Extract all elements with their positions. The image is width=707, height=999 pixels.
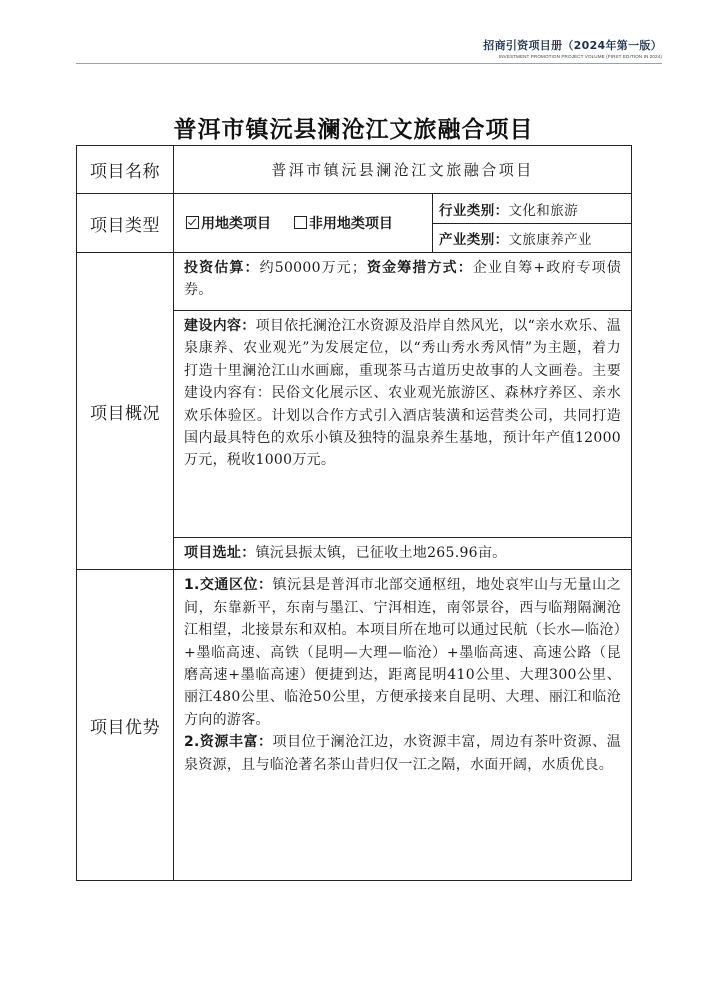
- type-option-non-land[interactable]: [294, 216, 393, 232]
- funding-text: 企业自筹+政府专项债券。: [184, 260, 622, 299]
- investment-label: 投资估算：: [184, 260, 260, 276]
- advantage-cell: [174, 570, 632, 881]
- investment-cell: [174, 253, 632, 311]
- sector-category: [433, 224, 632, 253]
- advantage-label: 项目优势: [77, 570, 174, 881]
- industry-category: [433, 194, 632, 224]
- type-option-land[interactable]: [186, 216, 271, 232]
- project-type-label: 项目类型: [77, 194, 174, 253]
- type-option-land-label: 用地类项目: [201, 216, 271, 232]
- row-project-type: [77, 194, 632, 224]
- header-divider: [76, 63, 662, 64]
- traffic-text: 镇沅县是普洱市北部交通枢纽，地处哀牢山与无量山之间，东靠新平，东南与墨江、宁洱相连，南邻景谷，西与临翔隔澜沧江相望，北接景东和双柏。本项目所在地可以通过民航（长水—临沧）+墨临高速、高铁（昆明—大理—临沧）+墨临高速、高速公路（昆磨高速+墨临高速）便捷到达，距离昆明410公里、大理300公里、丽江480公里、临沧50公里，方便承接来自昆明、大理、丽江和临沧方向的游客。: [184, 577, 622, 728]
- traffic-label: 1.交通区位：: [184, 577, 273, 594]
- site-text: 镇沅县振太镇，已征收土地265.96亩。: [255, 545, 507, 561]
- industry-value: 文化和旅游: [508, 202, 578, 219]
- row-project-name: [77, 146, 632, 194]
- sector-value: 文旅康养产业: [508, 232, 592, 248]
- booklet-subtitle-en: INVESTMENT PROMOTION PROJECT VOLUME (FIRST EDITION IN 2024): [498, 54, 662, 59]
- construction-label: 建设内容：: [184, 318, 256, 334]
- row-advantage: [77, 570, 632, 881]
- project-name-label: 项目名称: [77, 146, 174, 194]
- investment-text: 约50000万元；: [259, 260, 367, 276]
- funding-label: 资金筹措方式：: [366, 260, 473, 276]
- booklet-title: 招商引资项目册（2024年第一版）: [483, 39, 662, 52]
- checked-box-icon: [186, 216, 199, 229]
- overview-label: 项目概况: [77, 253, 174, 570]
- page-title: 普洱市镇沅县澜沧江文旅融合项目: [173, 116, 534, 143]
- project-info-table: [76, 145, 632, 881]
- project-name-value: 普洱市镇沅县澜沧江文旅融合项目: [174, 146, 632, 194]
- unchecked-box-icon: [294, 216, 307, 229]
- resource-label: 2.资源丰富：: [184, 734, 273, 751]
- project-type-options: [174, 194, 433, 253]
- site-label: 项目选址：: [184, 545, 256, 561]
- construction-text: 项目依托澜沧江水资源及沿岸自然风光，以“亲水欢乐、温泉康养、农业观光”为发展定位，以“秀山秀水秀风情”为主题，着力打造十里澜沧江山水画廊，重现茶马古道历史故事的人文画卷。主要建设内容有：民俗文化展示区、农业观光旅游区、森林疗养区、亲水欢乐体验区。计划以合作方式引入酒店装潢和运营类公司，共同打造国内最具特色的欢乐小镇及独特的温泉养生基地，预计年产值12000万元，税收1000万元。: [184, 318, 622, 469]
- type-option-non-land-label: 非用地类项目: [308, 216, 393, 232]
- resource-paragraph: [184, 731, 621, 776]
- industry-label: 行业类别：: [439, 202, 509, 219]
- site-cell: [174, 538, 632, 570]
- row-investment: [77, 253, 632, 311]
- sector-label: 产业类别：: [439, 232, 509, 248]
- resource-text: 项目位于澜沧江边，水资源丰富，周边有茶叶资源、温泉资源，且与临沧著名茶山昔归仅一江之隔，水面开阔，水质优良。: [184, 734, 622, 773]
- construction-cell: [174, 311, 632, 538]
- traffic-paragraph: [184, 574, 621, 731]
